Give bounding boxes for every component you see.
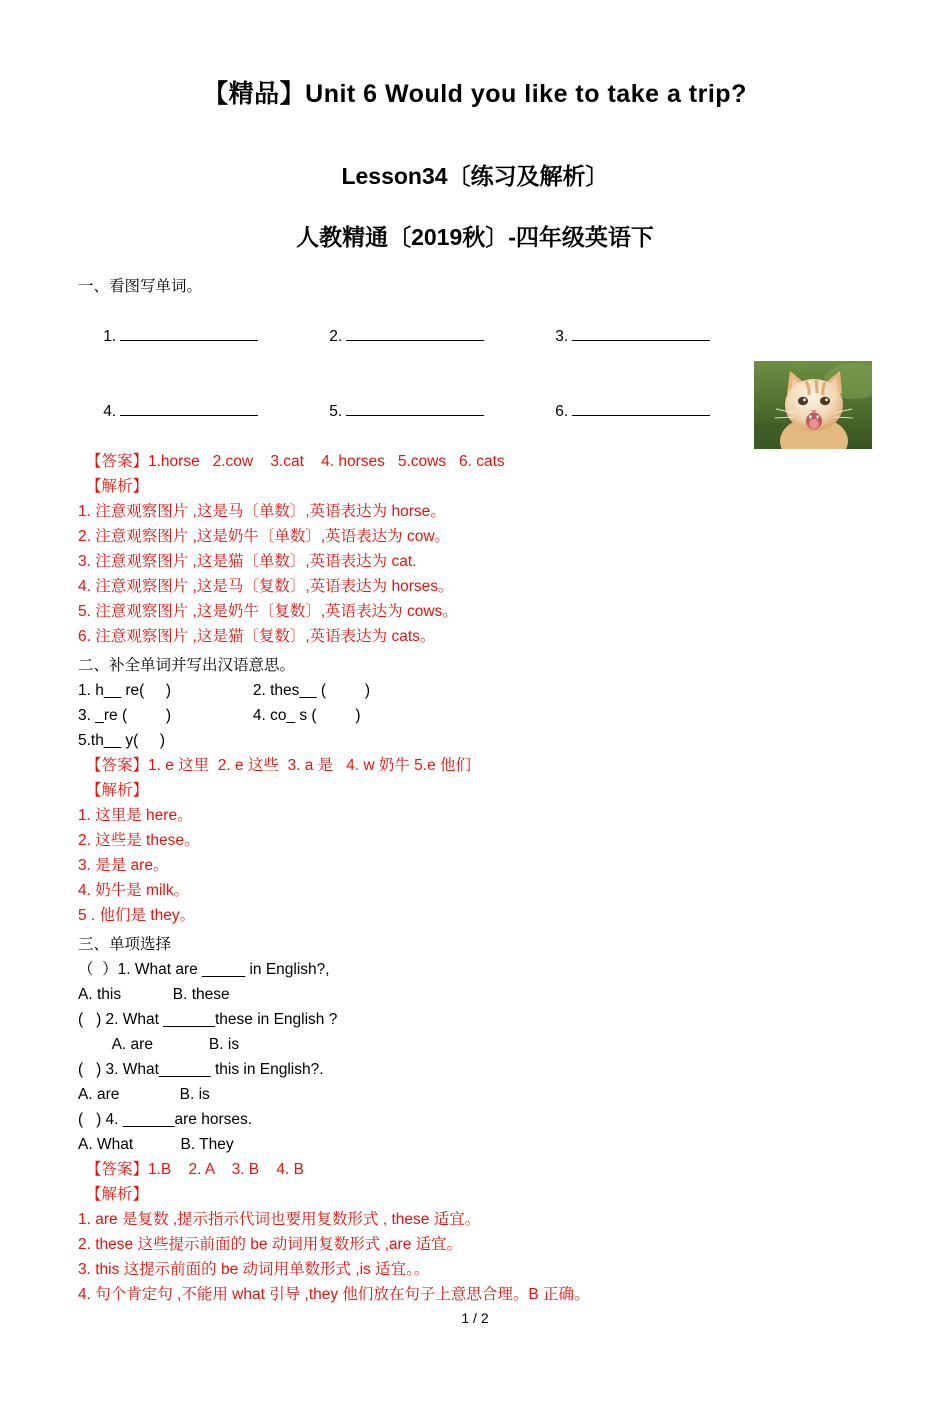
section3-analysis-4: 4. 句个肯定句 ,不能用 what 引导 ,they 他们放在句子上意思合理。B 正确。 — [78, 1286, 590, 1303]
section3-question-2: ( ) 2. What ______these in English ? — [78, 1011, 338, 1028]
section1-analysis-4: 4. 注意观察图片 ,这是马〔复数〕,英语表达为 horses。 — [78, 578, 454, 595]
section2-line-2: 3. _re ( ) 4. co_ s ( ) — [78, 707, 361, 724]
kitten-image — [754, 361, 872, 449]
section1-row-1 — [78, 299, 872, 374]
section1-analysis-6: 6. 注意观察图片 ,这是猫〔复数〕,英语表达为 cats。 — [78, 628, 436, 645]
section2-analysis-label: 【解析】 — [86, 782, 149, 799]
section1-item-2: 2. — [329, 324, 555, 349]
section1-heading: 一、看图写单词。 — [78, 278, 203, 295]
section3-question-3: ( ) 3. What______ this in English?. — [78, 1061, 324, 1078]
section2-answer: 【答案】1. e 这里 2. e 这些 3. a 是 4. w 奶牛 5.e 他们 — [86, 757, 472, 774]
section1-item-4: 4. — [103, 399, 329, 424]
page-subtitle-secondary: 人教精通〔2019秋〕-四年级英语下 — [296, 224, 654, 250]
section3-answer: 【答案】1.B 2. A 3. B 4. B — [86, 1161, 304, 1178]
answer-blank — [572, 401, 710, 416]
section1-analysis-2: 2. 注意观察图片 ,这是奶牛〔单数〕,英语表达为 cow。 — [78, 528, 451, 545]
section3-options-2: A. are B. is — [78, 1036, 240, 1053]
section1-item-1: 1. — [103, 324, 329, 349]
section1-analysis-3: 3. 注意观察图片 ,这是猫〔单数〕,英语表达为 cat. — [78, 553, 417, 570]
section1-analysis-label: 【解析】 — [86, 478, 149, 495]
section2-analysis-5: 5 . 他们是 they。 — [78, 907, 196, 924]
section1-answer: 【答案】1.horse 2.cow 3.cat 4. horses 5.cows 6. cats — [86, 453, 505, 470]
kitten-photo — [754, 361, 872, 449]
section1-row-2 — [78, 374, 872, 449]
page-footer: 1 / 2 — [461, 1310, 489, 1326]
section3-question-list — [78, 957, 872, 1157]
section1-item-5: 5. — [329, 399, 555, 424]
answer-blank — [346, 401, 484, 416]
document-page — [0, 74, 950, 1418]
section1-item-6: 6. — [555, 403, 710, 420]
section3-question-1: （ ）1. What are _____ in English?, — [78, 961, 330, 978]
page-subtitle: Lesson34〔练习及解析〕 — [341, 163, 609, 189]
section3-heading: 三、单项选择 — [78, 936, 172, 953]
section2-line-3: 5.th__ y( ) — [78, 732, 166, 749]
answer-blank — [572, 326, 710, 341]
section3-analysis-2: 2. these 这些提示前面的 be 动词用复数形式 ,are 适宜。 — [78, 1236, 463, 1253]
section1-analysis-5: 5. 注意观察图片 ,这是奶牛〔复数〕,英语表达为 cows。 — [78, 603, 458, 620]
section2-heading: 二、补全单词并写出汉语意思。 — [78, 657, 296, 674]
section2-analysis-3: 3. 是是 are。 — [78, 857, 169, 874]
section3-options-3: A. are B. is — [78, 1086, 210, 1103]
section2-line-1: 1. h__ re( ) 2. thes__ ( ) — [78, 682, 371, 699]
section1-item-3: 3. — [555, 328, 710, 345]
section3-options-1: A. this B. these — [78, 986, 230, 1003]
page-title: 【精品】Unit 6 Would you like to take a trip? — [203, 80, 747, 108]
answer-blank — [120, 326, 258, 341]
section3-analysis-3: 3. this 这提示前面的 be 动词用单数形式 ,is 适宜。。 — [78, 1261, 430, 1278]
section3-analysis-label: 【解析】 — [86, 1186, 149, 1203]
section3-question-4: ( ) 4. ______are horses. — [78, 1111, 253, 1128]
section2-analysis-1: 1. 这里是 here。 — [78, 807, 193, 824]
section1-analysis-1: 1. 注意观察图片 ,这是马〔单数〕,英语表达为 horse。 — [78, 503, 446, 520]
section3-analysis-1: 1. are 是复数 ,提示指示代词也要用复数形式 , these 适宜。 — [78, 1211, 481, 1228]
section2-analysis-2: 2. 这些是 these。 — [78, 832, 200, 849]
answer-blank — [120, 401, 258, 416]
answer-blank — [346, 326, 484, 341]
section3-options-4: A. What B. They — [78, 1136, 234, 1153]
section2-analysis-4: 4. 奶牛是 milk。 — [78, 882, 190, 899]
